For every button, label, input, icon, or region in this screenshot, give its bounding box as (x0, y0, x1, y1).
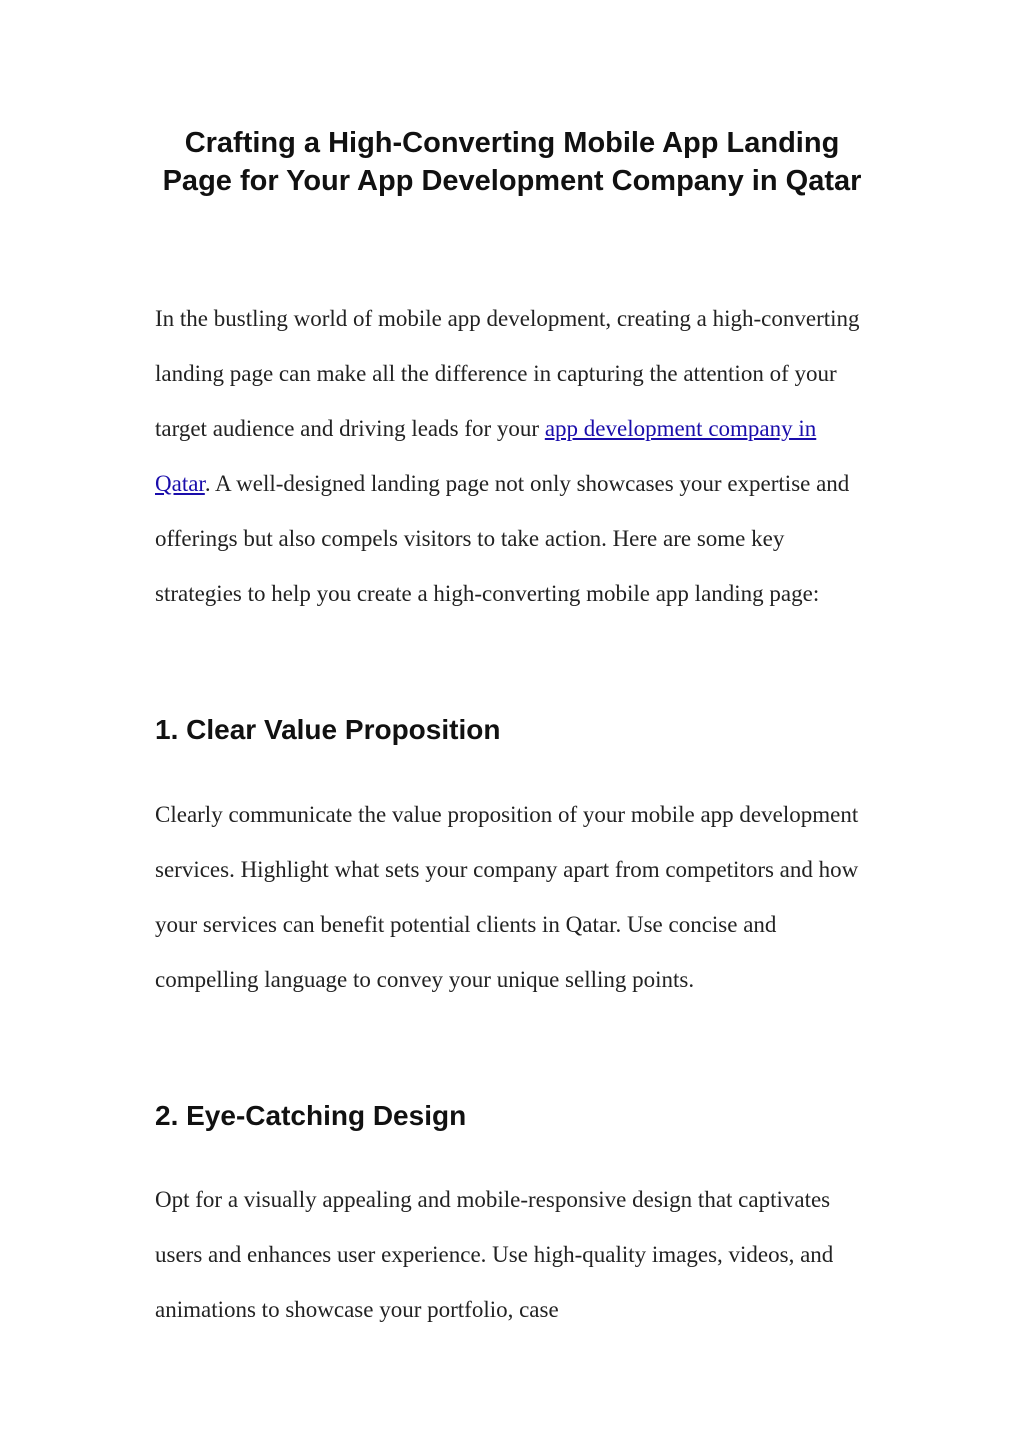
section-heading-value-proposition: 1. Clear Value Proposition (155, 714, 501, 745)
document-title: Crafting a High-Converting Mobile App Landing Page for Your App Development Company in Qatar (162, 127, 862, 197)
intro-paragraph (155, 291, 875, 621)
section-paragraph-eye-catching-design: Opt for a visually appealing and mobile-responsive design that captivates users and enhances user experience. Use high-quality images, videos, and animations to showcase your portfolio, case (155, 1187, 834, 1322)
section-heading-eye-catching-design: 2. Eye-Catching Design (155, 1100, 467, 1131)
section-paragraph-value-proposition: Clearly communicate the value proposition of your mobile app development services. Highlight what sets your company apart from competitors and how your services can benefit potential clients in Qatar. Use concise and compelling language to convey your unique selling points. (155, 802, 859, 992)
intro-text-end: . A well-designed landing page not only showcases your expertise and offerings but also compels visitors to take action. Here are some key strategies to help you create a high-converting mobile app landing page: (155, 471, 850, 606)
app-development-link[interactable]: app development company in Qatar (155, 416, 817, 496)
intro-text-start: In the bustling world of mobile app development, creating a high-converting landing page can make all the difference in capturing the attention of your target audience and driving leads for your (155, 306, 860, 441)
